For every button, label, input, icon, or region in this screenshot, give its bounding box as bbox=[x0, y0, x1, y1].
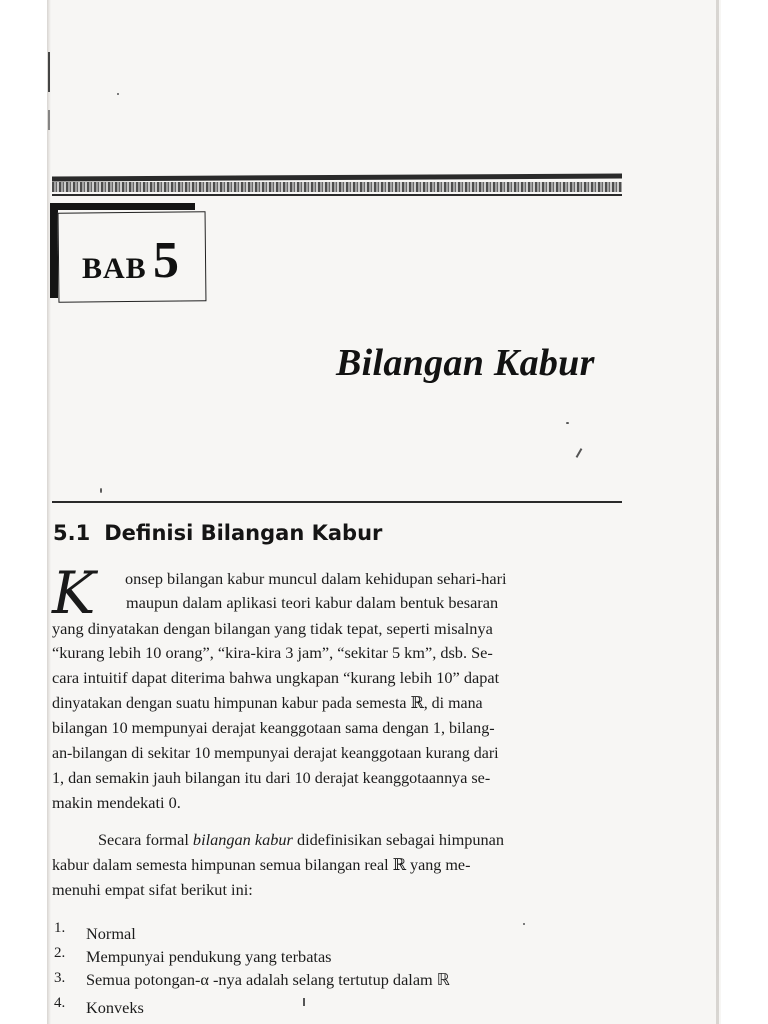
paragraph-line: “kurang lebih 10 orang”, “kira-kira 3 jam”, “sekitar 5 km”, dsb. Se- bbox=[52, 643, 493, 662]
list-item: Normal bbox=[86, 924, 136, 943]
print-speck bbox=[117, 93, 119, 95]
list-number: 4. bbox=[54, 995, 66, 1011]
page-edge bbox=[716, 0, 719, 1024]
paragraph-line: menuhi empat sifat berikut ini: bbox=[52, 880, 253, 899]
print-speck bbox=[566, 422, 569, 424]
paragraph-line: 1, dan semakin jauh bilangan itu dari 10 derajat keanggotaannya se- bbox=[52, 768, 491, 787]
print-speck bbox=[303, 998, 305, 1006]
chapter-number: 5 bbox=[153, 232, 179, 289]
chapter-box-shadow-top bbox=[50, 203, 195, 210]
section-divider bbox=[52, 501, 622, 503]
print-speck bbox=[523, 923, 525, 925]
paragraph-line: maupun dalam aplikasi teori kabur dalam bentuk besaran bbox=[126, 593, 499, 612]
list-number: 3. bbox=[54, 970, 66, 986]
page-gutter-shadow bbox=[47, 0, 51, 1024]
paragraph-line: an-bilangan di sekitar 10 mempunyai derajat keanggotaan kurang dari bbox=[52, 743, 499, 762]
paragraph-line: kabur dalam semesta himpunan semua bilangan real ℝ yang me- bbox=[52, 855, 471, 874]
paragraph-line: cara intuitif dapat diterima bahwa ungkapan “kurang lebih 10” dapat bbox=[52, 668, 500, 687]
margin-mark bbox=[48, 52, 50, 92]
rule-dark-line bbox=[52, 174, 622, 182]
paragraph-line: onsep bilangan kabur muncul dalam kehidupan sehari-hari bbox=[125, 569, 507, 588]
section-number: 5.1 bbox=[53, 521, 91, 545]
section-title: Definisi Bilangan Kabur bbox=[104, 521, 383, 545]
list-number: 2. bbox=[54, 945, 66, 961]
list-number: 1. bbox=[54, 920, 66, 936]
list-item: Konveks bbox=[86, 998, 144, 1017]
paragraph-line: yang dinyatakan dengan bilangan yang tidak tepat, seperti misalnya bbox=[52, 619, 493, 638]
paragraph-line: dinyatakan dengan suatu himpunan kabur pada semesta ℝ, di mana bbox=[52, 693, 483, 712]
chapter-top-rule bbox=[52, 175, 622, 201]
dropcap-letter: K bbox=[52, 559, 96, 627]
text-run: Secara formal bbox=[98, 830, 193, 849]
paragraph-line bbox=[98, 830, 504, 850]
emphasis-term: bilangan kabur bbox=[192, 830, 293, 849]
rule-pattern bbox=[52, 182, 622, 192]
rule-thin-line bbox=[52, 194, 622, 196]
chapter-title: Bilangan Kabur bbox=[336, 342, 595, 384]
list-item: Mempunyai pendukung yang terbatas bbox=[86, 947, 332, 966]
chapter-label: BAB bbox=[82, 252, 147, 285]
margin-mark bbox=[48, 110, 50, 130]
paragraph-line: makin mendekati 0. bbox=[52, 793, 181, 812]
text-run: didefinisikan sebagai himpunan bbox=[292, 830, 505, 849]
print-speck bbox=[100, 488, 102, 493]
paragraph-line: bilangan 10 mempunyai derajat keanggotaan sama dengan 1, bilang- bbox=[52, 718, 495, 737]
section-heading bbox=[53, 521, 382, 545]
list-item: Semua potongan-α -nya adalah selang tertutup dalam ℝ bbox=[86, 970, 450, 989]
